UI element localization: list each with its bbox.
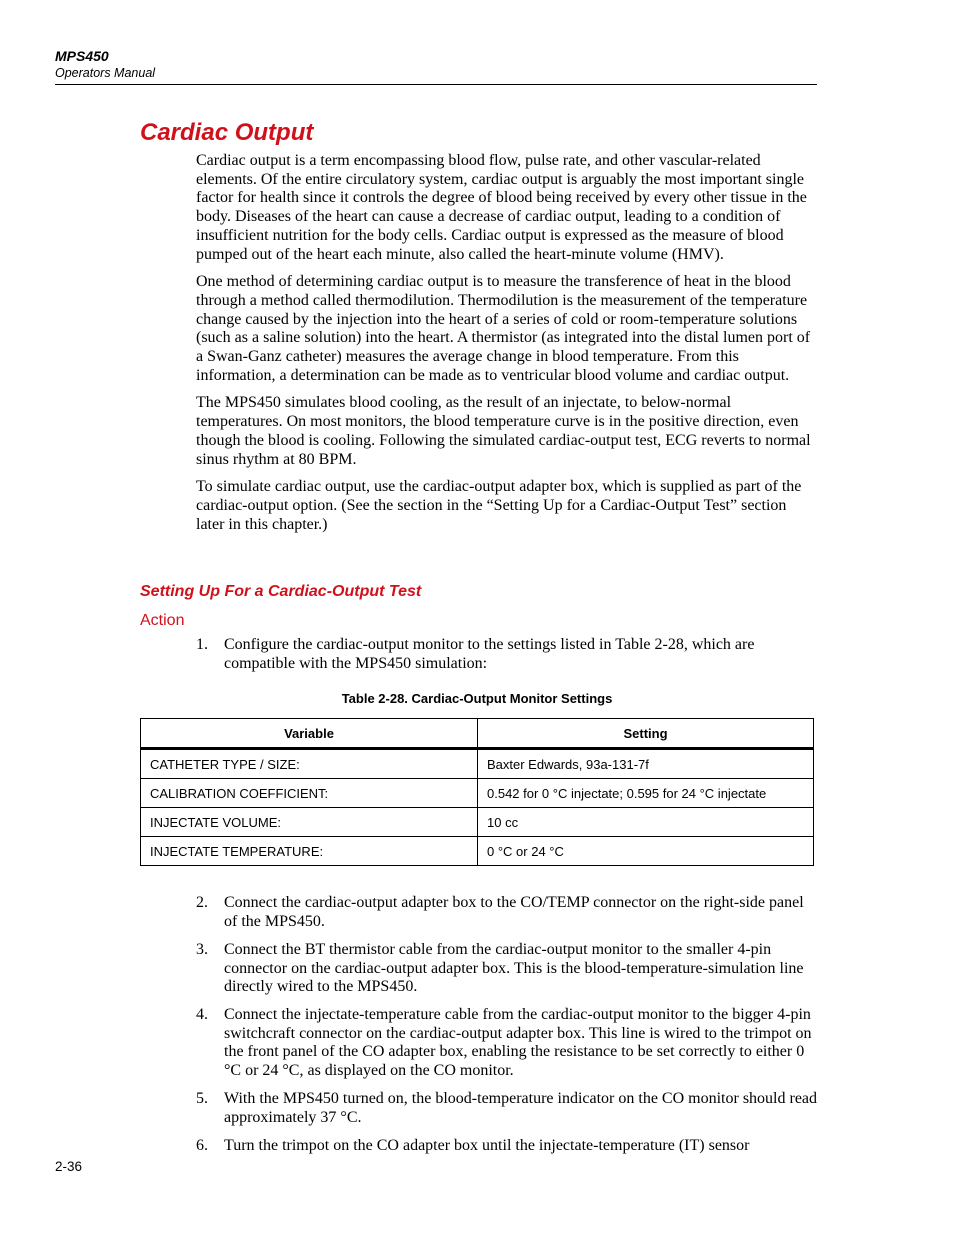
page-number: 2-36 <box>55 1159 83 1174</box>
step-number: 1. <box>196 636 208 653</box>
table-cell-setting: 0 °C or 24 °C <box>478 837 814 866</box>
step-text: Connect the BT thermistor cable from the cardiac-output monitor to the smaller 4-pin connector on the cardiac-output adapter box. This is the blood-temperature-simulation line directly wired to the MPS450. <box>224 941 804 996</box>
table-row <box>141 749 814 779</box>
table-cell-variable: CALIBRATION COEFFICIENT: <box>141 779 478 808</box>
table-row <box>141 837 814 866</box>
paragraph: The MPS450 simulates blood cooling, as the result of an injectate, to below-normal temperatures. On most monitors, the blood temperature curve is in the positive direction, even though the blood is cooling. Following the simulated cardiac-output test, ECG reverts to normal sinus rhythm at 80 BPM. <box>196 394 811 468</box>
step-item <box>196 1137 818 1156</box>
subsection-heading: Setting Up For a Cardiac-Output Test <box>140 583 422 600</box>
table-cell-variable: INJECTATE TEMPERATURE: <box>141 837 478 866</box>
step-text: Connect the injectate-temperature cable from the cardiac-output monitor to the bigger 4-pin switchcraft connector on the cardiac-output adapter box. This line is wired to the trimpot on the front panel of the CO adapter box, enabling the resistance to be set correctly to either 0 °C or 24 °C, as displayed on the CO monitor. <box>224 1006 812 1080</box>
table-cell-setting: 0.542 for 0 °C injectate; 0.595 for 24 °C injectate <box>478 779 814 808</box>
step-text: Configure the cardiac-output monitor to the settings listed in Table 2-28, which are compatible with the MPS450 simulation: <box>224 636 755 672</box>
paragraph: To simulate cardiac output, use the cardiac-output adapter box, which is supplied as part of the cardiac-output option. (See the section in the “Setting Up for a Cardiac-Output Test” section later in this chapter.) <box>196 478 802 533</box>
table-cell-variable: CATHETER TYPE / SIZE: <box>141 749 478 779</box>
section-body <box>196 152 818 543</box>
column-header-variable: Variable <box>141 719 478 749</box>
step-number: 3. <box>196 941 208 958</box>
table-cell-variable: INJECTATE VOLUME: <box>141 808 478 837</box>
step-number: 4. <box>196 1006 208 1023</box>
step-text: With the MPS450 turned on, the blood-temperature indicator on the CO monitor should read approximately 37 °C. <box>224 1090 818 1126</box>
table-cell-setting: Baxter Edwards, 93a-131-7f <box>478 749 814 779</box>
column-header-setting: Setting <box>478 719 814 749</box>
step-text: Connect the cardiac-output adapter box to the CO/TEMP connector on the right-side panel of the MPS450. <box>224 894 804 930</box>
step-number: 2. <box>196 894 208 911</box>
step-number: 5. <box>196 1090 208 1107</box>
manual-subtitle: Operators Manual <box>55 66 156 80</box>
table-row <box>141 808 814 837</box>
step-text: Turn the trimpot on the CO adapter box until the injectate-temperature (IT) sensor <box>224 1137 750 1154</box>
step-item <box>196 894 818 931</box>
step-item <box>196 1090 818 1127</box>
step-item <box>196 636 818 673</box>
page-header <box>55 48 817 85</box>
table-caption: Table 2-28. Cardiac-Output Monitor Settings <box>341 691 613 706</box>
step-item <box>196 941 818 997</box>
manual-title: MPS450 <box>55 48 109 64</box>
section-heading: Cardiac Output <box>140 119 314 146</box>
table-row <box>141 779 814 808</box>
paragraph: Cardiac output is a term encompassing blood flow, pulse rate, and other vascular-related elements. Of the entire circulatory system, cardiac output is arguably the most important single factor for health since it controls the degree of blood being received by every other tissue in the body. Diseases of the heart can cause a decrease of cardiac output, leading to a condition of insufficient nutrition for the body cells. Cardiac output is expressed as the measure of blood pumped out of the heart each minute, also called the heart-minute volume (HMV). <box>196 152 807 263</box>
step-item <box>196 1006 818 1081</box>
table-header-row <box>141 719 814 749</box>
step-number: 6. <box>196 1137 208 1154</box>
table-cell-setting: 10 cc <box>478 808 814 837</box>
action-heading: Action <box>140 612 185 629</box>
settings-table <box>140 718 814 866</box>
paragraph: One method of determining cardiac output is to measure the transference of heat in the blood through a method called thermodilution. Thermodilution is the measurement of the temperature change caused by the injection into the heart of a series of cold or room-temperature solutions (such as a saline solution) into the heart. A thermistor (as integrated into the distal lumen port of a Swan-Ganz catheter) measures the average change in blood temperature. From this information, a determination can be made as to ventricular blood volume and cardiac output. <box>196 273 811 384</box>
